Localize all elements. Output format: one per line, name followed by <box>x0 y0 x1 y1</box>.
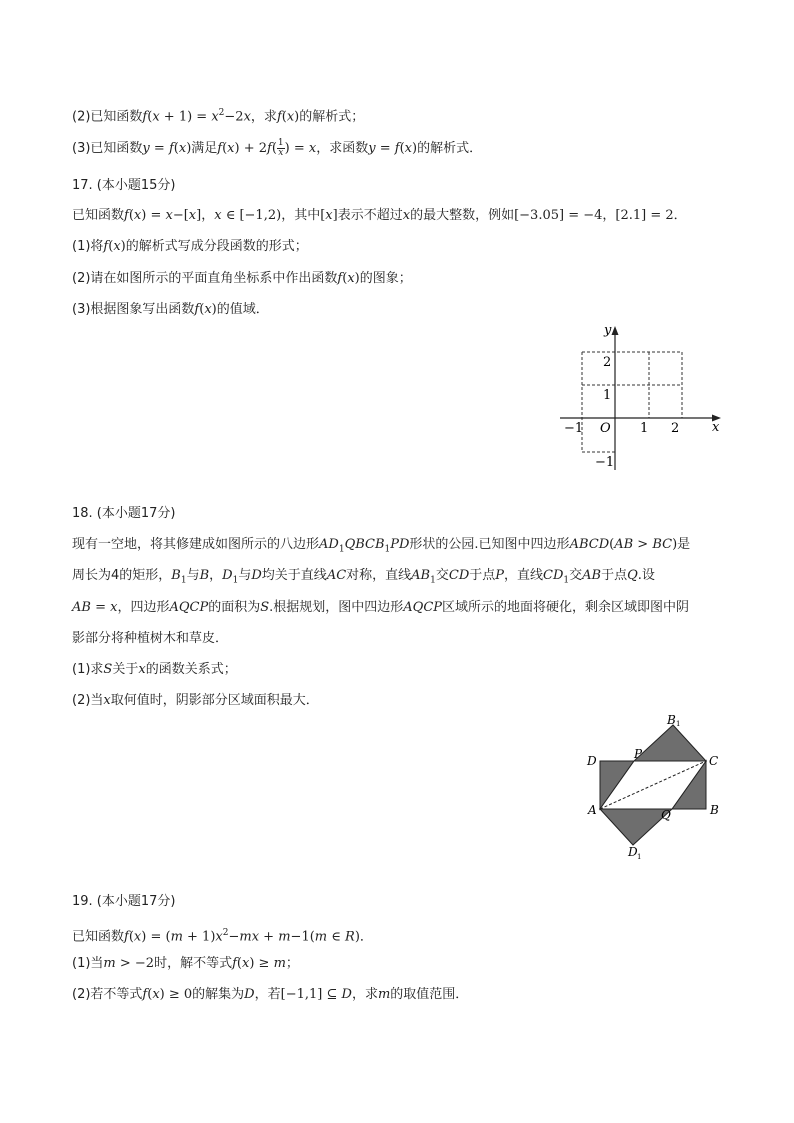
origin-label: O <box>600 421 611 436</box>
y-tick-label: 2 <box>603 355 612 370</box>
q18-line4: 影部分将种植树木和草皮． <box>72 631 229 646</box>
label-b1: B <box>667 713 676 727</box>
q19-part2: (2)若不等式f(x) ≥ 0的解集为D，若[−1,1] ⊆ D，求m的取值范围． <box>72 987 469 1002</box>
q16-part3: (3)已知函数y = f(x)满足f(x) + 2f( $\frac{1}{x}$ ) = x，求函数y = f(x)的解析式． <box>72 138 483 158</box>
fraction-one-over-x: $\frac{1}{x}$ <box>277 138 284 158</box>
q18-line2: 周长为4的矩形，$B_1$与B，$D_1$与D均关于直线AC对称，直线$AB_1$交CD于点P，直线$CD_1$交AB于点Q.设 <box>72 568 655 586</box>
label-b: B <box>710 803 719 817</box>
dashed-grid <box>582 352 682 452</box>
q17-part2: (2)请在如图所示的平面直角坐标系中作出函数f(x)的图象； <box>72 271 412 286</box>
q19-stem: 已知函数$f(x) = (m + 1)x^2-mx + m-1(m$ ∈ R)． <box>72 928 373 945</box>
q16-part2: (2)已知函数$f(x + 1) = x^2-2x$，求f(x)的解析式； <box>72 108 365 125</box>
shaded-triangle-b1 <box>634 725 706 761</box>
q18-header: 18. (本小题17分) <box>72 506 176 521</box>
q19-part1: (1)当m > −2时，解不等式f(x) ≥ m； <box>72 956 299 971</box>
y-tick-label: 1 <box>603 388 612 403</box>
coordinate-grid-figure <box>555 320 730 475</box>
label-d1-subscript: 1 <box>637 853 642 861</box>
octagon-park-figure <box>580 708 730 868</box>
q18-part1: (1)求S关于x的函数关系式； <box>72 662 237 677</box>
y-axis-arrow <box>612 326 619 335</box>
label-d1: D <box>628 845 638 859</box>
formula: f <box>142 109 148 125</box>
q18-line3: AB = x，四边形AQCP的面积为S.根据规划，图中四边形AQCP区域所示的地面将硬化，剩余区域即图中阴 <box>72 600 690 615</box>
y-axis-label: y <box>604 323 612 338</box>
label-p: P <box>634 747 643 761</box>
q17-part1: (1)将f(x)的解析式写成分段函数的形式； <box>72 239 308 254</box>
y-tick-label: −1 <box>595 455 615 470</box>
q18-line1: 现有一空地，将其修建成如图所示的八边形$AD_1QBCB_1PD$形状的公园.已知图中四边形ABCD(AB > BC)是 <box>72 537 691 555</box>
q17-stem: 已知函数f(x) = x−[x]，x ∈ [−1,2)，其中[x]表示不超过x的最大整数，例如[−3.05] = −4，[2.1] = 2． <box>72 208 687 223</box>
x-tick-label: −1 <box>564 421 584 436</box>
q17-header: 17. (本小题15分) <box>72 178 176 193</box>
label-q: Q <box>661 808 671 822</box>
x-tick-label: 1 <box>640 421 649 436</box>
q19-header: 19. (本小题17分) <box>72 894 176 909</box>
q17-part3: (3)根据图象写出函数f(x)的值域． <box>72 302 269 317</box>
label-b1-subscript: 1 <box>676 720 681 728</box>
q18-part2: (2)当x取何值时，阴影部分区域面积最大． <box>72 693 319 708</box>
label-d: D <box>587 754 597 768</box>
label-a: A <box>588 803 597 817</box>
x-axis-label: x <box>712 420 720 435</box>
x-tick-label: 2 <box>671 421 680 436</box>
label-c: C <box>709 754 719 768</box>
